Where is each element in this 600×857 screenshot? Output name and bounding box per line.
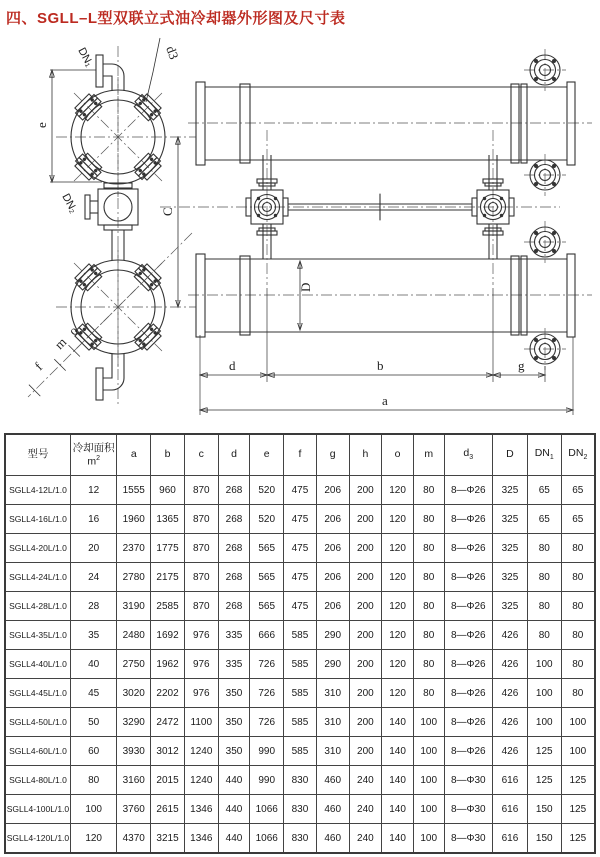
value-cell: 616 [493,824,528,854]
value-cell: 50 [70,708,116,737]
value-cell: 830 [284,766,317,795]
value-cell: 8—Φ26 [444,737,493,766]
value-cell: 140 [382,824,414,854]
spec-table-area [0,430,600,854]
value-cell: 12 [70,476,116,505]
value-cell: 8—Φ26 [444,679,493,708]
value-cell: 426 [493,679,528,708]
front-view [160,49,592,415]
value-cell: 80 [413,621,444,650]
value-cell: 80 [413,650,444,679]
value-cell: 666 [250,621,284,650]
value-cell: 28 [70,592,116,621]
value-cell: 65 [527,476,561,505]
value-cell: 140 [382,737,414,766]
value-cell: 1066 [250,795,284,824]
value-cell: 20 [70,534,116,563]
table-header-row [5,434,595,476]
value-cell: 120 [382,650,414,679]
value-cell: 2585 [151,592,185,621]
value-cell: 585 [284,737,317,766]
value-cell: 440 [218,795,250,824]
value-cell: 870 [184,534,218,563]
value-cell: 80 [527,563,561,592]
label-dn1: DN₁ [75,45,96,69]
value-cell: 475 [284,563,317,592]
value-cell: 2750 [117,650,151,679]
value-cell: 206 [316,563,349,592]
value-cell: 2480 [117,621,151,650]
table-row [5,708,595,737]
value-cell: 565 [250,534,284,563]
value-cell: 206 [316,476,349,505]
value-cell: 16 [70,505,116,534]
value-cell: 8—Φ26 [444,650,493,679]
value-cell: 100 [70,795,116,824]
value-cell: 80 [527,534,561,563]
model-cell: SGLL4-100L/1.0 [5,795,70,824]
value-cell: 1346 [184,824,218,854]
value-cell: 475 [284,505,317,534]
table-row [5,795,595,824]
column-header: g [316,434,349,476]
value-cell: 8—Φ30 [444,824,493,854]
page-title: 四、SGLL–L型双联立式油冷却器外形图及尺寸表 [6,10,346,27]
table-row [5,621,595,650]
value-cell: 990 [250,737,284,766]
value-cell: 100 [413,708,444,737]
value-cell: 565 [250,592,284,621]
column-header: d [218,434,250,476]
column-header: 型号 [5,434,70,476]
value-cell: 3215 [151,824,185,854]
value-cell: 726 [250,679,284,708]
value-cell: 200 [349,621,382,650]
value-cell: 80 [413,476,444,505]
value-cell: 80 [413,592,444,621]
model-cell: SGLL4-50L/1.0 [5,708,70,737]
value-cell: 100 [413,824,444,854]
value-cell: 616 [493,795,528,824]
value-cell: 120 [382,621,414,650]
table-row [5,534,595,563]
value-cell: 150 [527,824,561,854]
value-cell: 80 [413,563,444,592]
value-cell: 8—Φ26 [444,621,493,650]
column-header: D [493,434,528,476]
value-cell: 520 [250,505,284,534]
value-cell: 80 [561,621,595,650]
value-cell: 80 [527,592,561,621]
table-row [5,737,595,766]
value-cell: 100 [561,737,595,766]
model-cell: SGLL4-12L/1.0 [5,476,70,505]
value-cell: 325 [493,592,528,621]
value-cell: 1692 [151,621,185,650]
model-cell: SGLL4-28L/1.0 [5,592,70,621]
value-cell: 125 [527,737,561,766]
label-dn2: DN₂ [59,191,80,216]
outline-drawing [0,30,600,430]
value-cell: 140 [382,708,414,737]
value-cell: 1960 [117,505,151,534]
table-row [5,679,595,708]
value-cell: 80 [527,621,561,650]
value-cell: 100 [413,737,444,766]
model-cell: SGLL4-20L/1.0 [5,534,70,563]
value-cell: 426 [493,621,528,650]
value-cell: 100 [527,650,561,679]
value-cell: 3012 [151,737,185,766]
value-cell: 460 [316,795,349,824]
column-header: h [349,434,382,476]
value-cell: 960 [151,476,185,505]
value-cell: 206 [316,534,349,563]
value-cell: 585 [284,650,317,679]
value-cell: 1346 [184,795,218,824]
value-cell: 3020 [117,679,151,708]
value-cell: 65 [561,476,595,505]
table-row [5,563,595,592]
value-cell: 200 [349,679,382,708]
value-cell: 310 [316,708,349,737]
value-cell: 24 [70,563,116,592]
value-cell: 2780 [117,563,151,592]
value-cell: 80 [70,766,116,795]
column-header: $DN_2$ [561,434,595,476]
value-cell: 3290 [117,708,151,737]
value-cell: 120 [382,534,414,563]
value-cell: 268 [218,505,250,534]
value-cell: 870 [184,476,218,505]
value-cell: 206 [316,592,349,621]
column-header: m [413,434,444,476]
model-cell: SGLL4-16L/1.0 [5,505,70,534]
value-cell: 976 [184,650,218,679]
table-row [5,650,595,679]
value-cell: 976 [184,621,218,650]
model-cell: SGLL4-120L/1.0 [5,824,70,854]
value-cell: 976 [184,679,218,708]
value-cell: 100 [413,766,444,795]
value-cell: 2370 [117,534,151,563]
value-cell: 35 [70,621,116,650]
value-cell: 440 [218,824,250,854]
value-cell: 520 [250,476,284,505]
value-cell: 475 [284,476,317,505]
value-cell: 200 [349,476,382,505]
label-D: D [298,282,313,292]
value-cell: 290 [316,650,349,679]
value-cell: 80 [561,563,595,592]
model-cell: SGLL4-40L/1.0 [5,650,70,679]
spec-table [4,433,596,854]
label-m: m [51,334,70,353]
outline-drawing-area [0,30,600,430]
label-e: e [34,122,49,128]
left-end-view [28,38,196,404]
value-cell: 240 [349,766,382,795]
value-cell: 240 [349,795,382,824]
value-cell: 4370 [117,824,151,854]
value-cell: 325 [493,563,528,592]
value-cell: 100 [527,708,561,737]
value-cell: 2015 [151,766,185,795]
value-cell: 585 [284,621,317,650]
value-cell: 335 [218,621,250,650]
value-cell: 2202 [151,679,185,708]
value-cell: 240 [349,824,382,854]
table-row [5,592,595,621]
value-cell: 1100 [184,708,218,737]
value-cell: 8—Φ26 [444,534,493,563]
value-cell: 475 [284,592,317,621]
value-cell: 200 [349,563,382,592]
value-cell: 585 [284,679,317,708]
value-cell: 1555 [117,476,151,505]
value-cell: 80 [413,534,444,563]
value-cell: 60 [70,737,116,766]
value-cell: 460 [316,766,349,795]
value-cell: 2175 [151,563,185,592]
value-cell: 1240 [184,737,218,766]
value-cell: 8—Φ26 [444,563,493,592]
value-cell: 125 [561,766,595,795]
value-cell: 65 [561,505,595,534]
value-cell: 45 [70,679,116,708]
column-header: 冷却面积 $m^2$ [70,434,116,476]
value-cell: 100 [561,708,595,737]
model-cell: SGLL4-60L/1.0 [5,737,70,766]
value-cell: 8—Φ26 [444,592,493,621]
value-cell: 616 [493,766,528,795]
value-cell: 1066 [250,824,284,854]
value-cell: 120 [382,679,414,708]
value-cell: 3760 [117,795,151,824]
column-header: $DN_1$ [527,434,561,476]
table-row [5,824,595,854]
label-g: g [518,358,525,373]
value-cell: 268 [218,476,250,505]
value-cell: 80 [561,592,595,621]
table-row [5,766,595,795]
column-header: c [184,434,218,476]
value-cell: 2615 [151,795,185,824]
value-cell: 100 [413,795,444,824]
value-cell: 290 [316,621,349,650]
value-cell: 1962 [151,650,185,679]
value-cell: 310 [316,679,349,708]
value-cell: 8—Φ26 [444,476,493,505]
value-cell: 726 [250,650,284,679]
value-cell: 2472 [151,708,185,737]
value-cell: 8—Φ26 [444,708,493,737]
value-cell: 870 [184,505,218,534]
value-cell: 350 [218,737,250,766]
value-cell: 206 [316,505,349,534]
label-a: a [382,393,388,408]
value-cell: 440 [218,766,250,795]
value-cell: 80 [413,505,444,534]
value-cell: 80 [561,650,595,679]
value-cell: 830 [284,824,317,854]
value-cell: 200 [349,534,382,563]
table-row [5,505,595,534]
value-cell: 1775 [151,534,185,563]
value-cell: 350 [218,679,250,708]
value-cell: 8—Φ30 [444,795,493,824]
value-cell: 80 [561,679,595,708]
label-o: o [65,322,81,339]
value-cell: 125 [561,824,595,854]
column-header: f [284,434,317,476]
value-cell: 325 [493,534,528,563]
column-header: a [117,434,151,476]
column-header: e [250,434,284,476]
value-cell: 150 [527,795,561,824]
label-c: C [160,207,175,216]
value-cell: 870 [184,563,218,592]
value-cell: 585 [284,708,317,737]
value-cell: 325 [493,505,528,534]
value-cell: 3160 [117,766,151,795]
value-cell: 426 [493,737,528,766]
value-cell: 350 [218,708,250,737]
model-cell: SGLL4-24L/1.0 [5,563,70,592]
value-cell: 200 [349,737,382,766]
value-cell: 120 [382,505,414,534]
value-cell: 268 [218,592,250,621]
value-cell: 125 [561,795,595,824]
value-cell: 200 [349,708,382,737]
value-cell: 3930 [117,737,151,766]
label-b: b [377,358,384,373]
value-cell: 3190 [117,592,151,621]
value-cell: 65 [527,505,561,534]
value-cell: 8—Φ26 [444,505,493,534]
column-header: b [151,434,185,476]
label-d: d [229,358,236,373]
value-cell: 335 [218,650,250,679]
value-cell: 830 [284,795,317,824]
value-cell: 80 [413,679,444,708]
value-cell: 140 [382,795,414,824]
value-cell: 426 [493,708,528,737]
model-cell: SGLL4-80L/1.0 [5,766,70,795]
value-cell: 426 [493,650,528,679]
value-cell: 726 [250,708,284,737]
value-cell: 1365 [151,505,185,534]
value-cell: 100 [527,679,561,708]
value-cell: 268 [218,534,250,563]
value-cell: 565 [250,563,284,592]
value-cell: 460 [316,824,349,854]
value-cell: 125 [527,766,561,795]
value-cell: 325 [493,476,528,505]
label-d3: d3 [163,43,182,62]
model-cell: SGLL4-35L/1.0 [5,621,70,650]
value-cell: 268 [218,563,250,592]
value-cell: 120 [70,824,116,854]
value-cell: 120 [382,476,414,505]
value-cell: 200 [349,505,382,534]
column-header: o [382,434,414,476]
value-cell: 200 [349,650,382,679]
value-cell: 120 [382,563,414,592]
value-cell: 40 [70,650,116,679]
value-cell: 120 [382,592,414,621]
model-cell: SGLL4-45L/1.0 [5,679,70,708]
value-cell: 475 [284,534,317,563]
label-f: f [31,359,46,374]
value-cell: 310 [316,737,349,766]
value-cell: 1240 [184,766,218,795]
value-cell: 80 [561,534,595,563]
value-cell: 990 [250,766,284,795]
value-cell: 140 [382,766,414,795]
value-cell: 200 [349,592,382,621]
value-cell: 870 [184,592,218,621]
table-row [5,476,595,505]
value-cell: 8—Φ30 [444,766,493,795]
column-header: $d_3$ [444,434,493,476]
